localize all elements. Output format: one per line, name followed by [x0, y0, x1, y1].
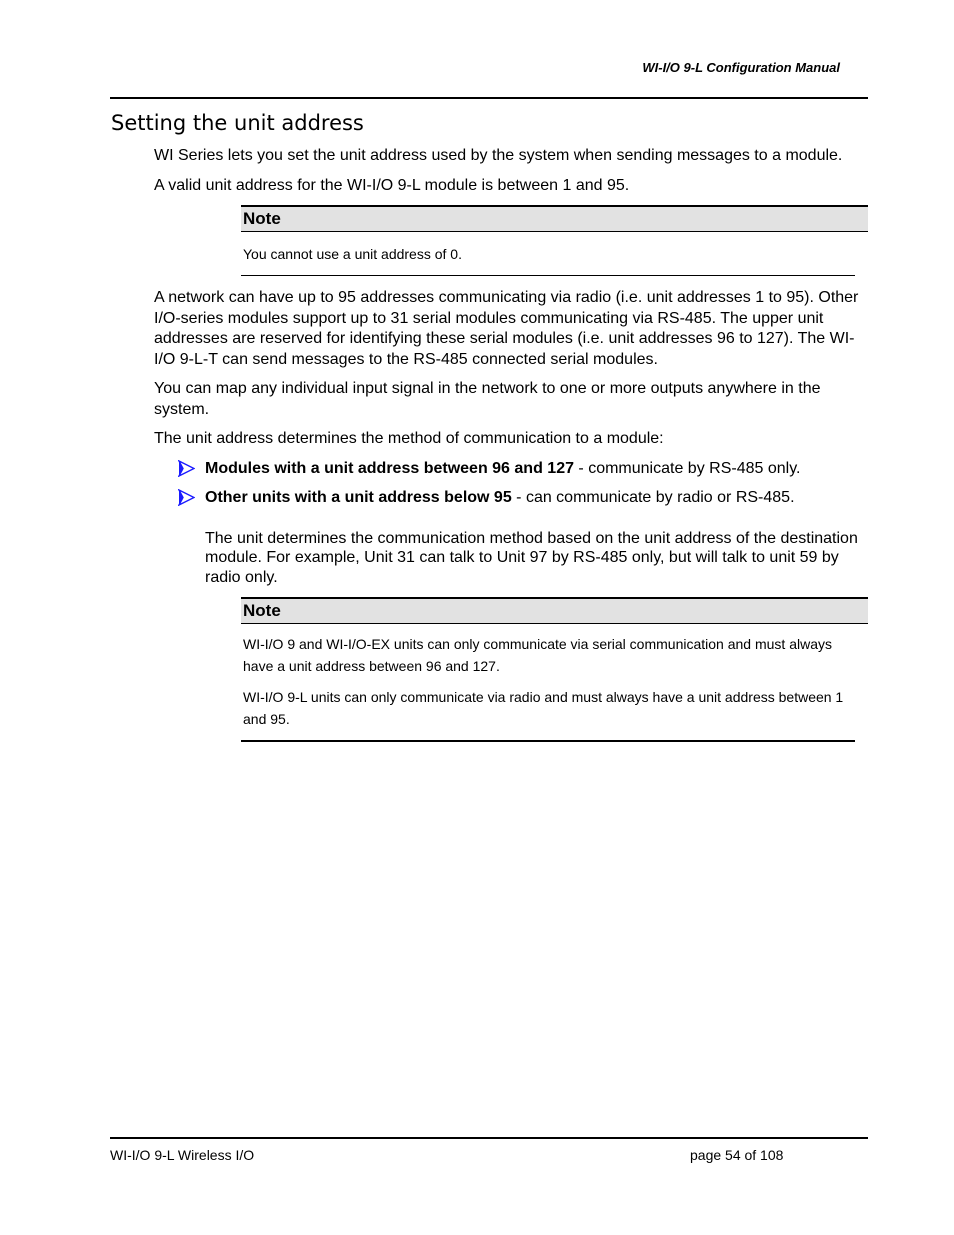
- body-paragraph: The unit address determines the method of communication to a module:: [154, 430, 664, 447]
- bullet-text: - communicate by RS-485 only.: [573, 459, 801, 477]
- intro-paragraph: WI Series lets you set the unit address used by the system when sending messages to a module.: [154, 147, 843, 164]
- running-header-title: WI-I/O 9-L Configuration Manual: [642, 60, 840, 75]
- intro-paragraph: A valid unit address for the WI-I/O 9-L module is between 1 and 95.: [154, 176, 630, 194]
- note-text: You cannot use a unit address of 0.: [243, 246, 462, 262]
- bullet-text: - can communicate by radio or RS-485.: [511, 488, 795, 506]
- list-item: [178, 459, 868, 479]
- note-label: Note: [241, 597, 868, 624]
- note-label: Note: [241, 205, 868, 232]
- note-box: [241, 597, 868, 742]
- page-number: page 54 of 108: [690, 1147, 784, 1163]
- note-text: WI-I/O 9-L units can only communicate via radio and must always have a unit address between 1 and 95.: [243, 689, 844, 727]
- bullet-bold-text: Modules with a unit address between 96 and 127: [205, 459, 574, 477]
- bullet-list: [178, 459, 868, 508]
- body-paragraph: A network can have up to 95 addresses communicating via radio (i.e. unit addresses 1 to 95). Other I/O-series modules support up to 31 serial modules communicating via RS-485. The upper unit addresses are reserved for identifying these serial modules (i.e. unit addresses 96 to 127). The WI-I/O 9-L-T can send messages to the RS-485 connected serial modules.: [154, 289, 859, 368]
- footer-rule: [110, 1137, 868, 1139]
- header-rule: [110, 97, 868, 99]
- note-content: [241, 232, 855, 276]
- arrow-bullet-icon: [178, 460, 195, 477]
- explanation-paragraph: The unit determines the communication method based on the unit address of the destination module. For example, Unit 31 can talk to Unit 97 by RS-485 only, but will talk to unit 59 by radio only.: [205, 529, 858, 586]
- arrow-bullet-icon: [178, 489, 195, 506]
- list-item: [178, 488, 868, 508]
- note-text: WI-I/O 9 and WI-I/O-EX units can only communicate via serial communication and must always have a unit address between 96 and 127.: [243, 636, 832, 674]
- footer-product-name: WI-I/O 9-L Wireless I/O: [110, 1147, 255, 1163]
- section-heading: Setting the unit address: [111, 111, 364, 135]
- note-content: [241, 624, 855, 742]
- section-body: [154, 146, 868, 754]
- body-paragraph: You can map any individual input signal in the network to one or more outputs anywhere in the system.: [154, 380, 821, 418]
- note-box: [241, 205, 868, 276]
- bullet-bold-text: Other units with a unit address below 95: [205, 488, 512, 506]
